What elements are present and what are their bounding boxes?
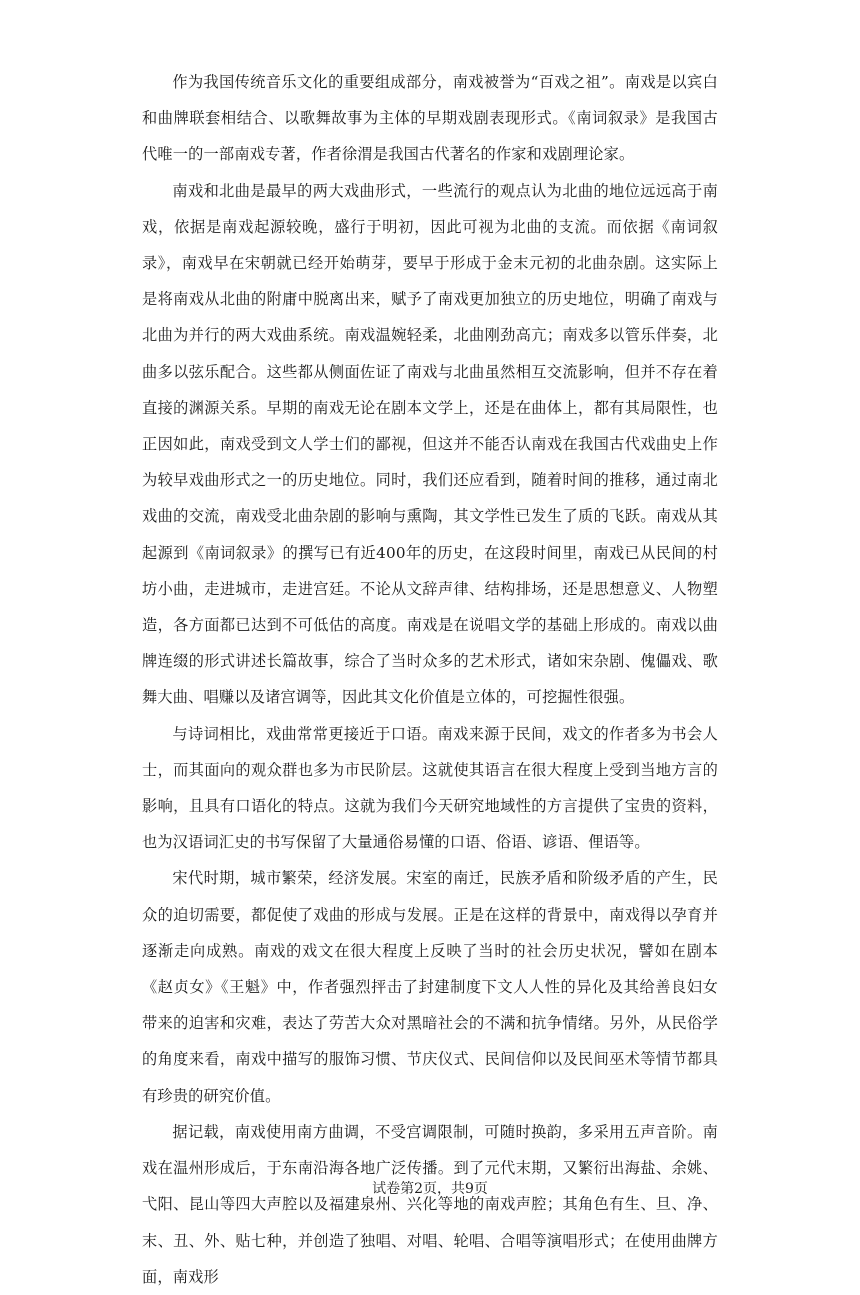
paragraph-4: 宋代时期，城市繁荣，经济发展。宋室的南迁，民族矛盾和阶级矛盾的产生，民众的迫切需要，都促使了戏曲的形成与发展。正是在这样的背景中，南戏得以孕育并逐渐走向成熟。南戏的戏文在很大程度上反映了当时的社会历史状况，譬如在剧本《赵贞女》《王魁》中，作者强烈抨击了封建制度下文人人性的异化及其给善良妇女带来的迫害和灾难，表达了劳苦大众对黑暗社会的不满和抗争情绪。另外，从民俗学的角度来看，南戏中描写的服饰习惯、节庆仪式、民间信仰以及民间巫术等情节都具有珍贵的研究价值。: [142, 869, 718, 1105]
paragraph-3: 与诗词相比，戏曲常常更接近于口语。南戏来源于民间，戏文的作者多为书会人士，而其面向的观众群也多为市民阶层。这就使其语言在很大程度上受到当地方言的影响，且具有口语化的特点。这就为我们今天研究地域性的方言提供了宝贵的资料，也为汉语词汇史的书写保留了大量通俗易懂的口语、俗语、谚语、俚语等。: [142, 724, 718, 852]
article-body: [142, 64, 718, 1295]
page-footer: 试卷第2页，共9页: [372, 1181, 488, 1197]
paragraph-1: 作为我国传统音乐文化的重要组成部分，南戏被誉为“百戏之祖”。南戏是以宾白和曲牌联套相结合、以歌舞故事为主体的早期戏剧表现形式。《南词叙录》是我国古代唯一的一部南戏专著，作者徐渭是我国古代著名的作家和戏剧理论家。: [142, 73, 718, 164]
paragraph-5: 据记载，南戏使用南方曲调，不受宫调限制，可随时换韵，多采用五声音阶。南戏在温州形成后，于东南沿海各地广泛传播。到了元代末期，又繁衍出海盐、余姚、弋阳、昆山等四大声腔以及福建泉州、兴化等地的南戏声腔；其角色有生、旦、净、末、丑、外、贴七种，并创造了独唱、对唱、轮唱、合唱等演唱形式；在使用曲牌方面，南戏形: [142, 1122, 718, 1286]
paragraph-2: 南戏和北曲是最早的两大戏曲形式，一些流行的观点认为北曲的地位远远高于南戏，依据是南戏起源较晚，盛行于明初，因此可视为北曲的支流。而依据《南词叙录》，南戏早在宋朝就已经开始萌芽，要早于形成于金末元初的北曲杂剧。这实际上是将南戏从北曲的附庸中脱离出来，赋予了南戏更加独立的历史地位，明确了南戏与北曲为并行的两大戏曲系统。南戏温婉轻柔，北曲刚劲高亢；南戏多以管乐伴奏，北曲多以弦乐配合。这些都从侧面佐证了南戏与北曲虽然相互交流影响，但并不存在着直接的渊源关系。早期的南戏无论在剧本文学上，还是在曲体上，都有其局限性，也正因如此，南戏受到文人学士们的鄙视，但这并不能否认南戏在我国古代戏曲史上作为较早戏曲形式之一的历史地位。同时，我们还应看到，随着时间的推移，通过南北戏曲的交流，南戏受北曲杂剧的影响与熏陶，其文学性已发生了质的飞跃。南戏从其起源到《南词叙录》的撰写已有近400年的历史，在这段时间里，南戏已从民间的村坊小曲，走进城市，走进宫廷。不论从文辞声律、结构排场，还是思想意义、人物塑造，各方面都已达到不可低估的高度。南戏是在说唱文学的基础上形成的。南戏以曲牌连缀的形式讲述长篇故事，综合了当时众多的艺术形式，诸如宋杂剧、傀儡戏、歌舞大曲、唱赚以及诸宫调等，因此其文化价值是立体的，可挖掘性很强。: [142, 181, 718, 707]
